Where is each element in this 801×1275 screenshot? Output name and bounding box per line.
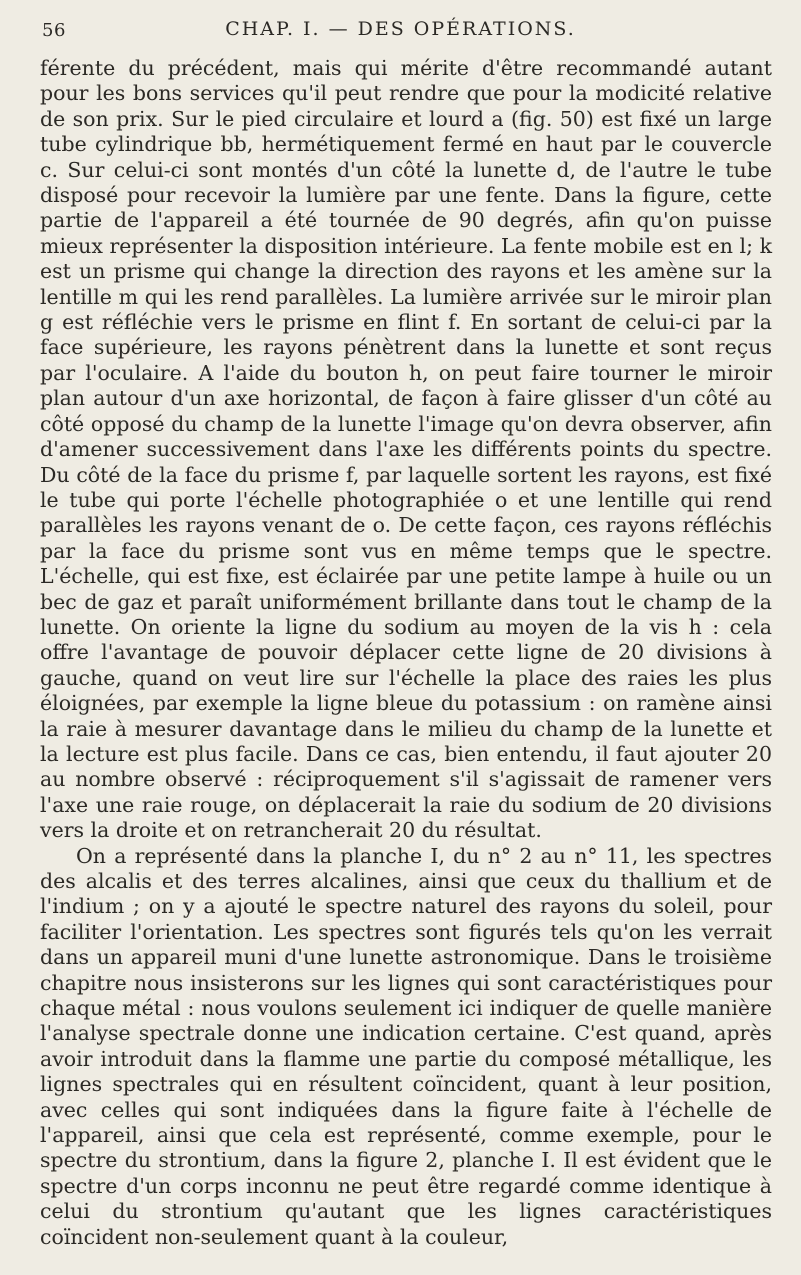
paragraph-spectra: On a représenté dans la planche I, du n° 2 au n° 11, les spectres des alcalis et des terres alcalines, ainsi que ceux du thallium et de l'indium ; on y a ajouté le spectre naturel des rayons du soleil, pour faciliter l'orientation. Les spectres sont figurés tels qu'on les verrait dans un appareil muni d'une lunette astronomique. Dans le troisième chapitre nous insisterons sur les lignes qui sont caractéristiques pour chaque métal : nous voulons seulement ici indiquer de quelle manière l'analyse spectrale donne une indication certaine. C'est quand, après avoir introduit dans la flamme une partie du composé métallique, les lignes spectrales qui en résultent coïncident, quant à leur position, avec celles qui sont indiquées dans la figure faite à l'échelle de l'appareil, ainsi que cela est représenté, comme exemple, pour le spectre du strontium, dans la figure 2, planche I. Il est évident que le spectre d'un corps inconnu ne peut être regardé comme identique à celui du strontium qu'autant que les lignes caractéristiques coïncident non-seulement quant à la couleur, <box>40 843 772 1249</box>
page-number: 56 <box>42 20 66 41</box>
running-head <box>0 14 801 44</box>
body-text <box>40 56 772 1250</box>
paragraph-continuation: férente du précédent, mais qui mérite d'être recommandé autant pour les bons services qu'il peut rendre que pour la modicité relative de son prix. Sur le pied circulaire et lourd a (fig. 50) est fixé un large tube cylindrique bb, hermétiquement fermé en haut par le couvercle c. Sur celui-ci sont montés d'un côté la lunette d, de l'autre le tube disposé pour recevoir la lumière par une fente. Dans la figure, cette partie de l'appareil a été tournée de 90 degrés, afin qu'on puisse mieux représenter la disposition intérieure. La fente mobile est en l; k est un prisme qui change la direction des rayons et les amène sur la lentille m qui les rend parallèles. La lumière arrivée sur le miroir plan g est réfléchie vers le prisme en flint f. En sortant de celui-ci par la face supérieure, les rayons pénètrent dans la lunette et sont reçus par l'oculaire. A l'aide du bouton h, on peut faire tourner le miroir plan autour d'un axe horizontal, de façon à faire glisser d'un côté au côté opposé du champ de la lunette l'image qu'on devra observer, afin d'amener successivement dans l'axe les différents points du spectre. Du côté de la face du prisme f, par laquelle sortent les rayons, est fixé le tube qui porte l'échelle photographiée o et une lentille qui rend parallèles les rayons venant de o. De cette façon, ces rayons réfléchis par la face du prisme sont vus en même temps que le spectre. L'échelle, qui est fixe, est éclairée par une petite lampe à huile ou un bec de gaz et paraît uniformément brillante dans tout le champ de la lunette. On oriente la ligne du sodium au moyen de la vis h : cela offre l'avantage de pouvoir déplacer cette ligne de 20 divisions à gauche, quand on veut lire sur l'échelle la place des raies les plus éloignées, par exemple la ligne bleue du potassium : on ramène ainsi la raie à mesurer davantage dans le milieu du champ de la lunette et la lecture est plus facile. Dans ce cas, bien entendu, il faut ajouter 20 au nombre observé : réciproquement s'il s'agissait de ramener vers l'axe une raie rouge, on déplacerait la raie du sodium de 20 divisions vers la droite et on retrancherait 20 du résultat. <box>40 56 772 843</box>
chapter-title: CHAP. I. — DES OPÉRATIONS. <box>225 18 576 40</box>
